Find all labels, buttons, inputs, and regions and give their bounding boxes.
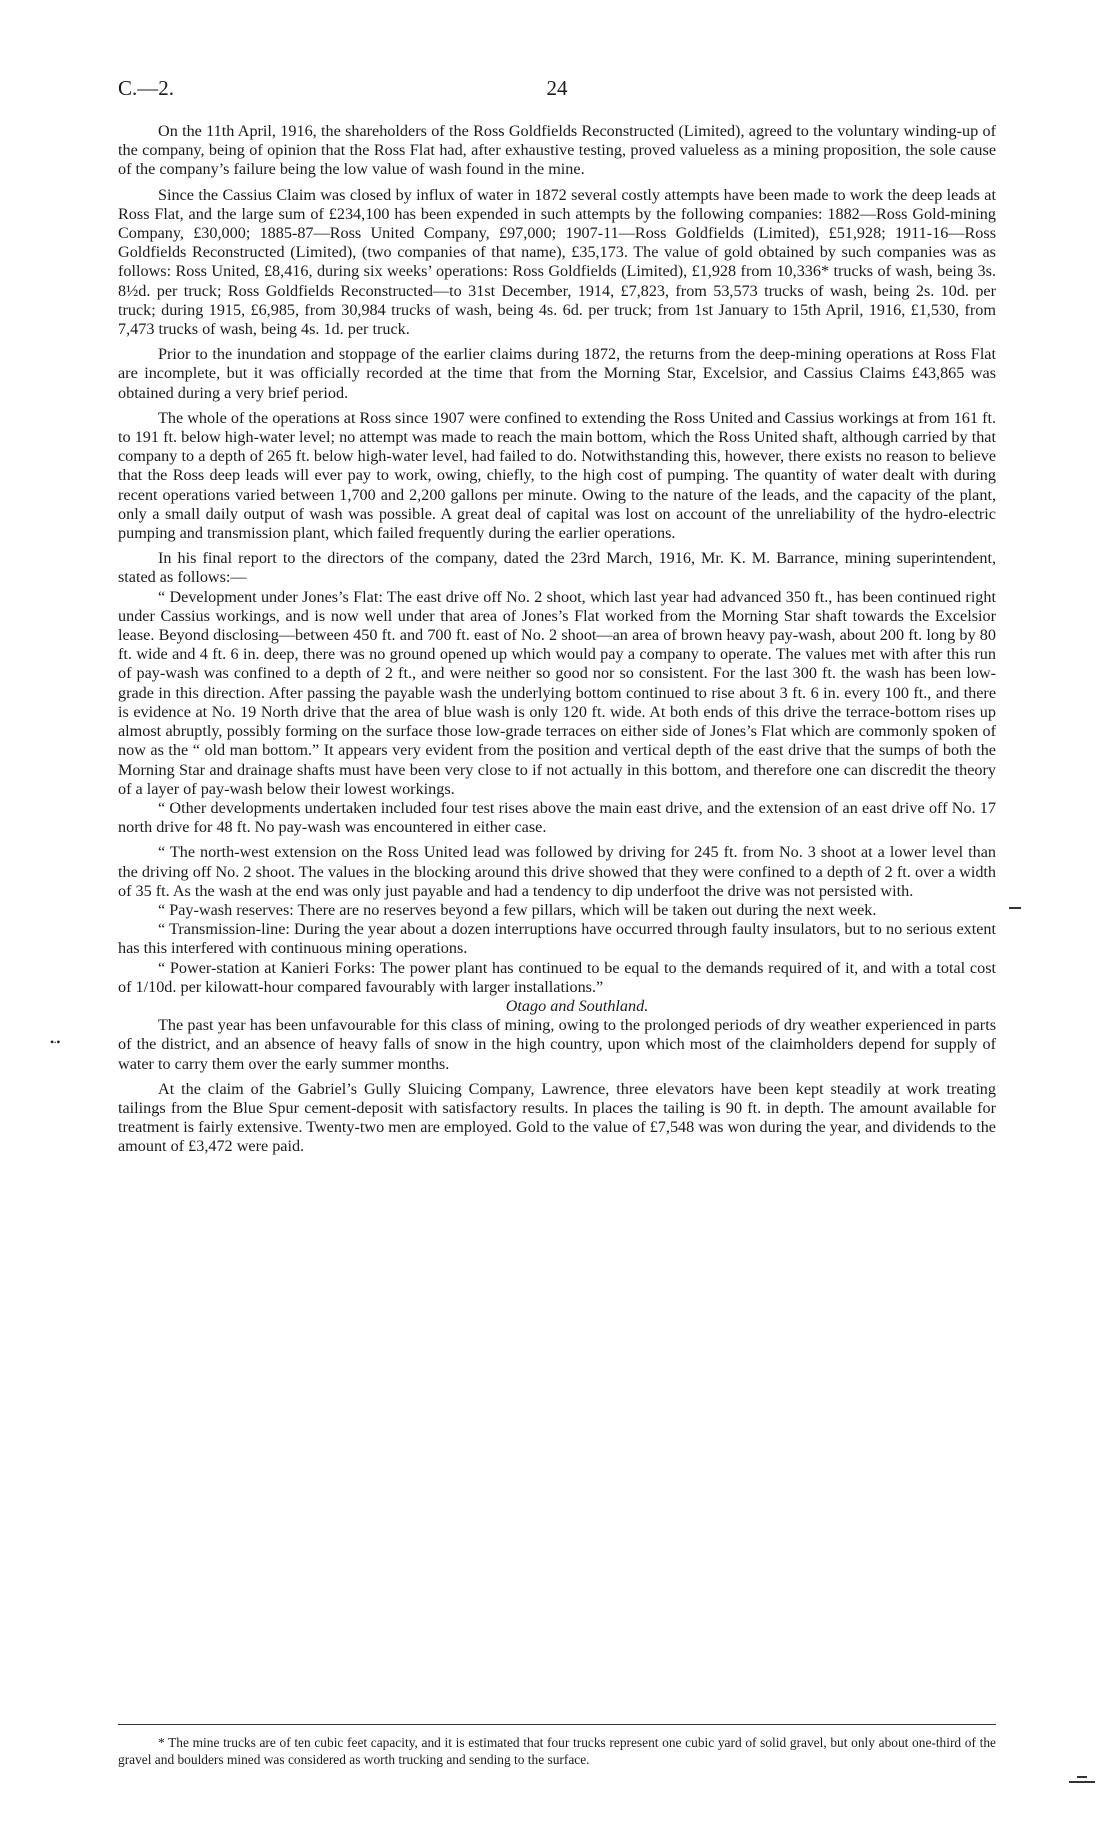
page-number: 24	[546, 76, 568, 100]
quote-transmission-line: “ Transmission-line: During the year about a dozen interruptions have occurred through faulty insulators, but to no serious extent has this interfered with continuous mining operations.	[118, 920, 996, 958]
quote-other-developments: “ Other developments undertaken included four test rises above the main east drive, and the extension of an east drive off No. 17 north drive for 48 ft. No pay-wash was encountered in either case.	[118, 798, 996, 837]
paragraph-early-returns: Prior to the inundation and stoppage of the earlier claims during 1872, the returns from the deep-mining operations at Ross Flat are incomplete, but it was officially recorded at the time that from the Morning Star, Excelsior, and Cassius Claims £43,865 was obtained during a very brief period.	[118, 345, 996, 402]
margin-mark: •·•	[50, 1035, 60, 1049]
paragraph-winding-up: On the 11th April, 1916, the shareholders of the Ross Goldfields Reconstructed (Limited), agreed to the voluntary winding-up of the company, being of opinion that the Ross Flat had, after exhaustive testing, proved valueless as a mining proposition, the sole cause of the company’s failure being the low value of wash found in the mine.	[118, 122, 996, 179]
quote-development: “ Development under Jones’s Flat: The east drive off No. 2 shoot, which last year had advanced 350 ft., has been continued right under Cassius workings, and is now well under that area of Jones’s Flat worked from the Morning Star shaft towards the Excelsior lease. Beyond disclosing—between 450 ft. and 700 ft. east of No. 2 shoot—an area of brown heavy pay-wash, about 200 ft. long by 80 ft. wide and 4 ft. 6 in. deep, there was no ground opened up which would pay a company to operate. The values met with after this run of pay-wash was confined to a depth of 2 ft., and were neither so good nor so consistent. For the last 300 ft. the wash has been low-grade in this direction. After passing the payable wash the underlying bottom continued to rise about 3 ft. 6 in. every 100 ft., and there is evidence at No. 19 North drive that the area of blue wash is only 120 ft. wide. At both ends of this drive the terrace-bottom rises up almost abruptly, possibly forming on the surface those low-grade terraces on either side of Jones’s Flat which are commonly spoken of now as the “ old man bottom.” It appears very evident from the position and vertical depth of the east drive that the sumps of both the Morning Star and drainage shafts must have been very close to if not actually in this bottom, and therefore one can discredit the theory of a layer of pay-wash below their lowest workings.	[118, 587, 996, 798]
body-text	[118, 122, 996, 1157]
quote-pay-wash-reserves: “ Pay-wash reserves: There are no reserves beyond a few pillars, which will be taken out during the next week.	[158, 900, 877, 919]
margin-mark	[1009, 907, 1021, 909]
margin-mark	[1069, 1781, 1095, 1783]
section-heading-otago: Otago and Southland.	[505, 996, 649, 1015]
paragraph-otago-season: The past year has been unfavourable for this class of mining, owing to the prolonged periods of dry weather experienced in parts of the district, and an absence of heavy falls of snow in the high country, upon which most of the claimholders depend for supply of water to carry them over the early summer months.	[118, 1016, 996, 1073]
paragraph-gabriels-gully: At the claim of the Gabriel’s Gully Sluicing Company, Lawrence, three elevators have been kept steadily at work treating tailings from the Blue Spur cement-deposit with satisfactory results. In places the tailing is 90 ft. in depth. The amount available for treatment is fairly extensive. Twenty-two men are employed. Gold to the value of £7,548 was won during the year, and dividends to the amount of £3,472 were paid.	[118, 1079, 996, 1156]
paragraph-final-report-intro: In his final report to the directors of the company, dated the 23rd March, 1916, Mr. K. M. Barrance, mining superintendent, stated as follows:—	[118, 549, 996, 587]
footnote-mine-trucks: * The mine trucks are of ten cubic feet capacity, and it is estimated that four trucks represent one cubic yard of solid gravel, but only about one-third of the gravel and boulders mined was considered as worth trucking and sending to the surface.	[118, 1735, 996, 1767]
quote-north-west-extension: “ The north-west extension on the Ross United lead was followed by driving for 245 ft. from No. 3 shoot at a lower level than the driving off No. 2 shoot. The values in the blocking around this drive showed that they were confined to a depth of 2 ft. over a width of 35 ft. As the wash at the end was only just payable and had a tendency to dip underfoot the drive was not persisted with.	[118, 843, 996, 900]
page-header	[118, 76, 996, 106]
paragraph-expenditure: Since the Cassius Claim was closed by influx of water in 1872 several costly attempts have been made to work the deep leads at Ross Flat, and the large sum of £234,100 has been expended in such attempts by the following companies: 1882—Ross Gold-mining Company, £30,000; 1885-87—Ross United Company, £97,000; 1907-11—Ross Goldfields (Limited), £51,928; 1911-16—Ross Goldfields Reconstructed (Limited), (two companies of that name), £35,173. The value of gold obtained by such companies was as follows: Ross United, £8,416, during six weeks’ operations: Ross Goldfields (Limited), £1,928 from 10,336* trucks of wash, being 3s. 8½d. per truck; Ross Goldfields Reconstructed—to 31st December, 1914, £7,823, from 53,573 trucks of wash, being 2s. 10d. per truck; during 1915, £6,985, from 30,984 trucks of wash, being 4s. 6d. per truck; from 1st January to 15th April, 1916, £1,530, from 7,473 trucks of wash, being 4s. 1d. per truck.	[118, 185, 996, 339]
quote-power-station: “ Power-station at Kanieri Forks: The power plant has continued to be equal to the demands required of it, and with a total cost of 1/10d. per kilowatt-hour compared favourably with larger installations.”	[118, 958, 996, 996]
paragraph-operations: The whole of the operations at Ross since 1907 were confined to extending the Ross United and Cassius workings at from 161 ft. to 191 ft. below high-water level; no attempt was made to reach the main bottom, which the Ross United shaft, although carried by that company to a depth of 265 ft. below high-water level, had failed to do. Notwithstanding this, however, there exists no reason to believe that the Ross deep leads will ever pay to work, owing, chiefly, to the high cost of pumping. The quantity of water dealt with during recent operations varied between 1,700 and 2,200 gallons per minute. Owing to the nature of the leads, and the capacity of the plant, only a small daily output of wash was possible. A great deal of capital was lost on account of the unreliability of the hydro-electric pumping and transmission plant, which failed frequently during the earlier operations.	[118, 408, 996, 543]
footnote-divider	[118, 1724, 996, 1725]
report-reference: C.—2.	[118, 76, 175, 100]
